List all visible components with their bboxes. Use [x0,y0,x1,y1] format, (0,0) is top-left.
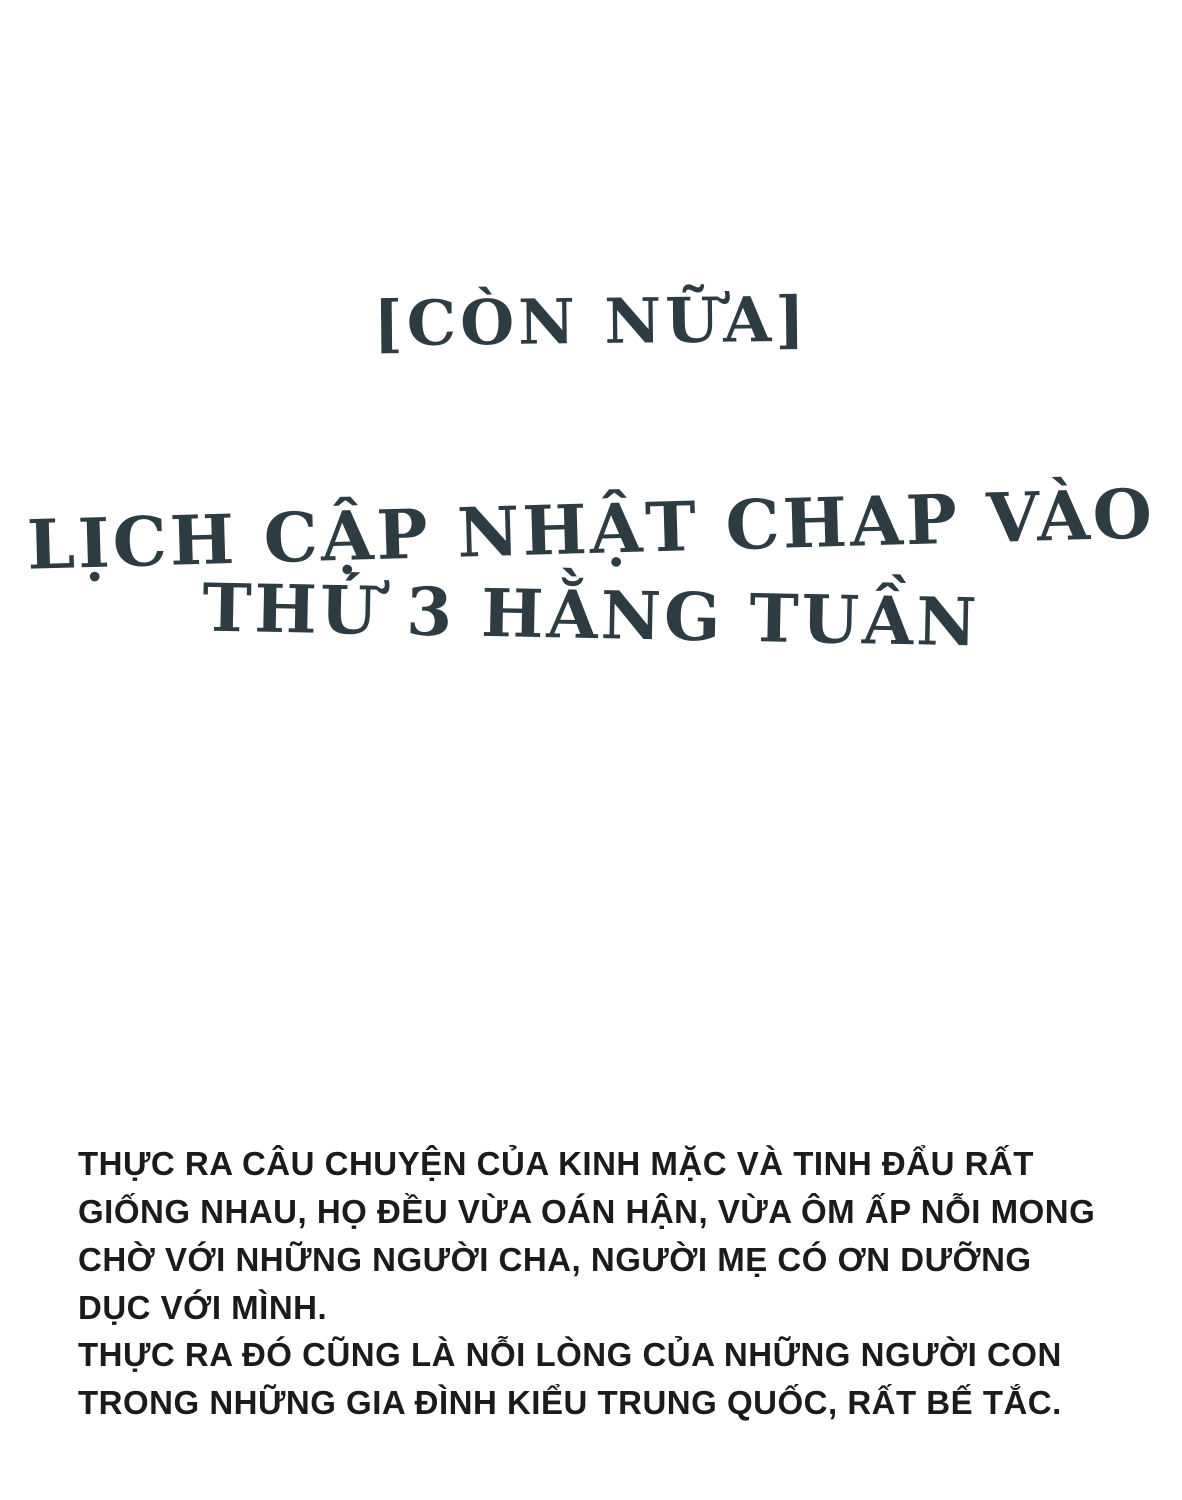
author-note-paragraph-2: THỰC RA ĐÓ CŨNG LÀ NỖI LÒNG CỦA NHỮNG NGƯỜI CON TRONG NHỮNG GIA ĐÌNH KIỂU TRUNG QUỐC, RẤT BẾ TẮC. [78,1336,1062,1422]
to-be-continued-text: [CÒN NỮA] [373,282,809,361]
author-note [78,1140,1108,1427]
update-schedule-block [0,474,1182,662]
update-schedule-line-2: THỨ 3 HẰNG TUẦN [201,568,981,662]
author-note-paragraph-1: THỰC RA CÂU CHUYỆN CỦA KINH MẶC VÀ TINH ĐẨU RẤT GIỐNG NHAU, HỌ ĐỀU VỪA OÁN HẬN, VỪA ÔM ẤP NỖI MONG CHỜ VỚI NHỮNG NGƯỜI CHA, NGƯỜI MẸ CÓ ƠN DƯỠNG DỤC VỚI MÌNH. [78,1145,1096,1326]
update-schedule-line-1: LỊCH CẬP NHẬT CHAP VÀO [25,474,1156,586]
